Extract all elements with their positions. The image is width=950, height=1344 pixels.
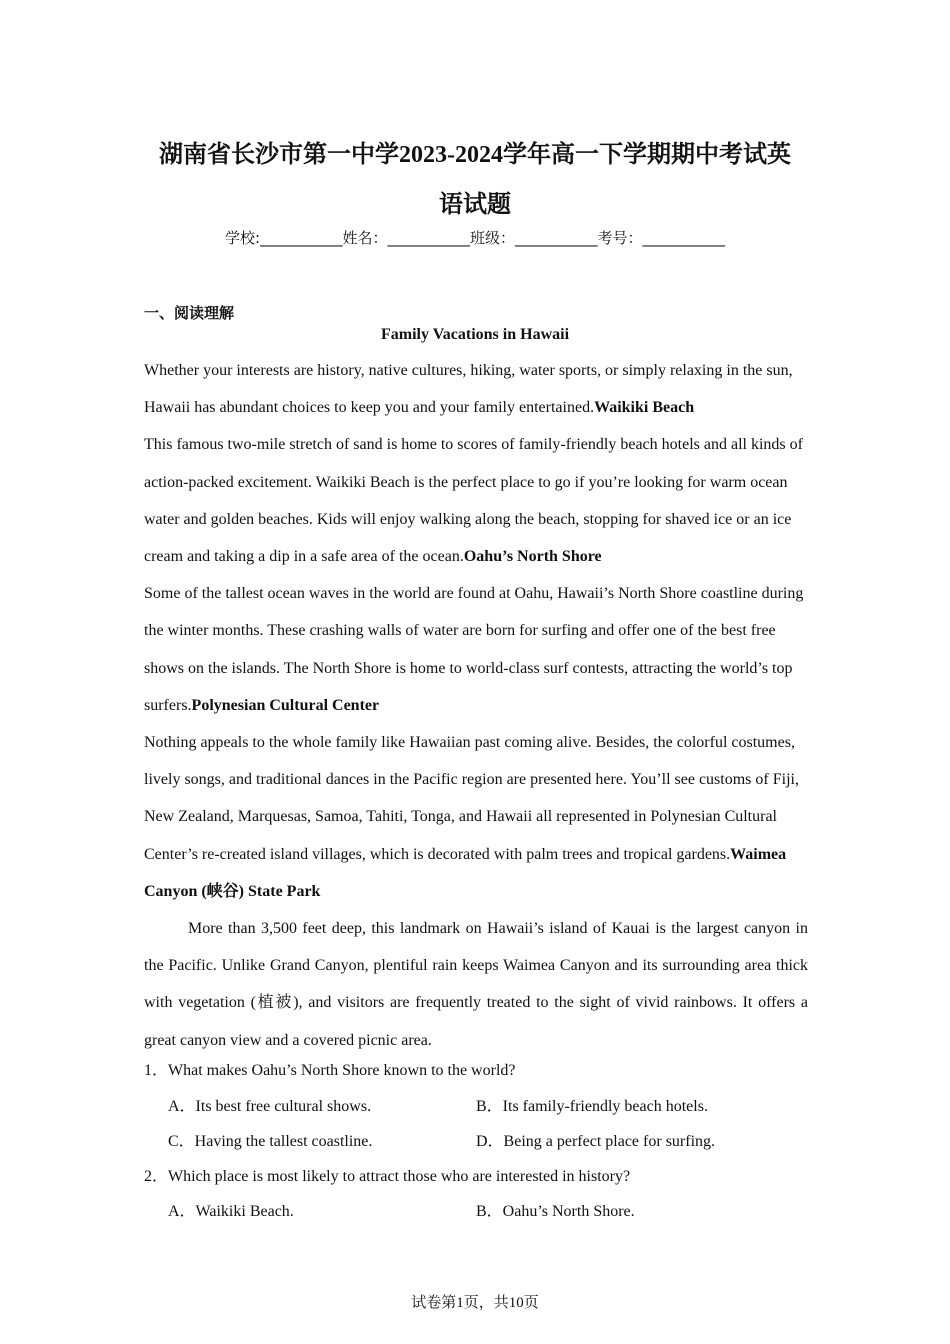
heading-waikiki-beach: Waikiki Beach — [594, 399, 695, 417]
question-1-option-b: B．Its family-friendly beach hotels. — [476, 1098, 708, 1115]
question-2-option-b: B．Oahu’s North Shore. — [476, 1203, 635, 1220]
heading-north-shore: Oahu’s North Shore — [463, 548, 602, 566]
waikiki-text: This famous two-mile stretch of sand is home to scores of family-friendly beach hotels and all kinds of action-packed excitement. Waikiki Beach is the perfect place to go if you’re looking for warm ocean water and golden beaches. Kids will enjoy walking along the beach, stopping for shaved ice or an ice cream and taking a dip in a safe area of the ocean. — [144, 436, 803, 566]
waikiki-paragraph — [144, 426, 808, 575]
question-2: 2．Which place is most likely to attract those who are interested in history? — [144, 1168, 631, 1185]
page-footer: 试卷第1页，共10页 — [411, 1295, 539, 1311]
exam-title-line-2: 语试题 — [439, 192, 511, 218]
section-heading: 一、阅读理解 — [144, 304, 235, 322]
polynesian-paragraph — [144, 724, 808, 910]
student-info-line: 学校:___________姓名：___________班级：___________考号：___________ — [224, 229, 726, 247]
exam-title-line-1: 湖南省长沙市第一中学2023-2024学年高一下学期期中考试英 — [159, 142, 791, 168]
north-shore-text: Some of the tallest ocean waves in the world are found at Oahu, Hawaii’s North Shore coastline during the winter months. These crashing walls of water are born for surfing and offer one of the best free shows on the islands. The North Shore is home to world-class surf contests, attracting the world’s top surfers. — [144, 585, 804, 714]
passage-intro-text: Whether your interests are history, native cultures, hiking, water sports, or simply relaxing in the sun, Hawaii has abundant choices to keep you and your family entertained. — [144, 362, 793, 417]
heading-polynesian-center: Polynesian Cultural Center — [191, 696, 380, 714]
question-1-option-c: C．Having the tallest coastline. — [168, 1133, 373, 1150]
question-1-option-a: A．Its best free cultural shows. — [168, 1098, 372, 1115]
polynesian-text: Nothing appeals to the whole family like Hawaiian past coming alive. Besides, the colorful costumes, lively songs, and traditional dances in the Pacific region are presented here. You’ll see customs of Fiji, New Zealand, Marquesas, Samoa, Tahiti, Tonga, and Hawaii all represented in Polynesian Cultural Center’s re-created island villages, which is decorated with palm trees and tropical gardens. — [144, 734, 799, 863]
north-shore-paragraph — [144, 575, 808, 724]
passage-intro-paragraph — [144, 352, 808, 426]
heading-waimea-canyon: Waimea Canyon (峡谷) State Park — [144, 845, 787, 900]
passage-title: Family Vacations in Hawaii — [380, 326, 570, 343]
reading-passage — [144, 352, 808, 1059]
waimea-paragraph: More than 3,500 feet deep, this landmark on Hawaii’s island of Kauai is the largest canyon in the Pacific. Unlike Grand Canyon, plentiful rain keeps Waimea Canyon and its surrounding area thick with vegetation (植被), and visitors are frequently treated to the sight of vivid rainbows. It offers a great canyon view and a covered picnic area. — [144, 920, 808, 1049]
question-2-option-a: A．Waikiki Beach. — [168, 1203, 294, 1220]
question-1-option-d: D．Being a perfect place for surfing. — [476, 1133, 716, 1150]
question-1: 1．What makes Oahu’s North Shore known to the world? — [144, 1062, 516, 1079]
